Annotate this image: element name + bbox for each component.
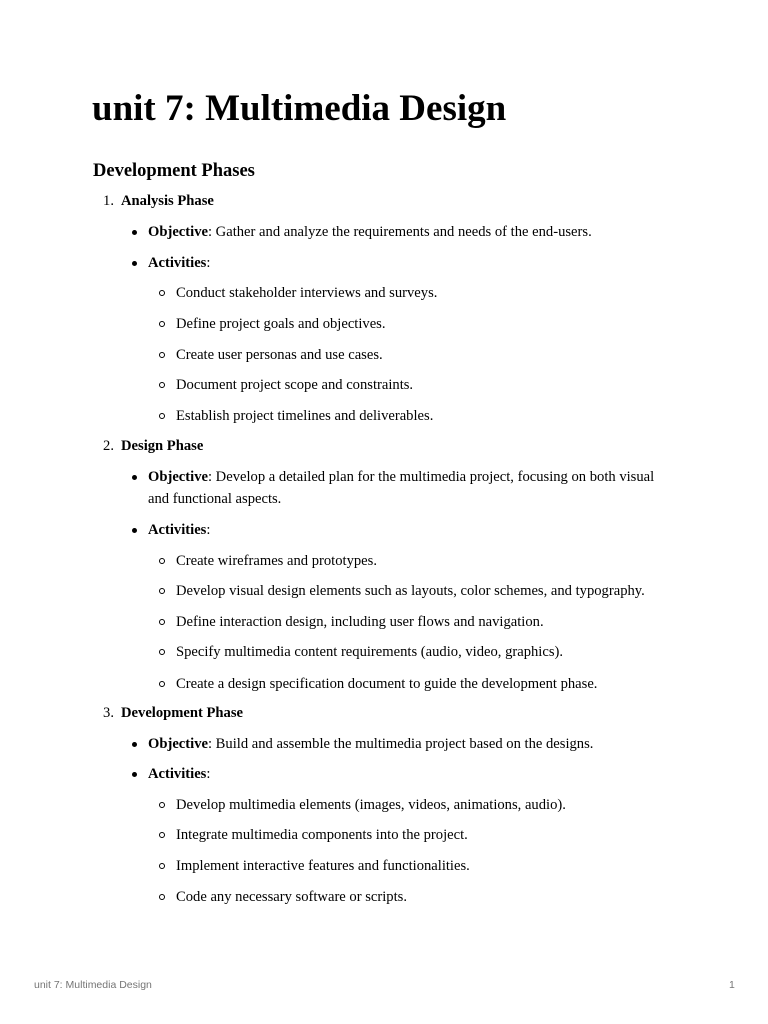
activity-item: Integrate multimedia components into the project. bbox=[176, 827, 468, 843]
activity-item: Define project goals and objectives. bbox=[176, 316, 386, 332]
activity-item: Document project scope and constraints. bbox=[176, 377, 414, 393]
bullet-circle-icon bbox=[159, 382, 165, 388]
objective-text: : Build and assemble the multimedia project based on the designs. bbox=[207, 736, 594, 752]
objective-line bbox=[148, 733, 593, 755]
bullet-disc-icon bbox=[132, 475, 137, 480]
section-heading: Development Phases bbox=[93, 161, 255, 181]
phase-number: 1. bbox=[103, 193, 114, 209]
objective-text: : Develop a detailed plan for the multimedia project, focusing on both visual and functional aspects. bbox=[148, 469, 655, 507]
activity-item: Establish project timelines and deliverables. bbox=[176, 408, 434, 424]
bullet-circle-icon bbox=[159, 832, 165, 838]
bullet-circle-icon bbox=[159, 681, 165, 687]
objective-label: Objective bbox=[148, 224, 208, 240]
page-title: unit 7: Multimedia Design bbox=[92, 88, 507, 129]
activities-suffix: : bbox=[206, 766, 211, 782]
activity-item: Specify multimedia content requirements (audio, video, graphics). bbox=[176, 644, 564, 660]
bullet-disc-icon bbox=[132, 772, 137, 777]
footer-title: unit 7: Multimedia Design bbox=[34, 979, 152, 991]
bullet-circle-icon bbox=[159, 290, 165, 296]
bullet-circle-icon bbox=[159, 558, 165, 564]
activities-line bbox=[148, 763, 210, 785]
activity-item: Develop visual design elements such as layouts, color schemes, and typography. bbox=[176, 583, 645, 599]
activity-item: Code any necessary software or scripts. bbox=[176, 889, 407, 905]
bullet-disc-icon bbox=[132, 742, 137, 747]
activity-item: Develop multimedia elements (images, videos, animations, audio). bbox=[176, 797, 566, 813]
phase-number: 2. bbox=[103, 438, 114, 454]
phase-title: Design Phase bbox=[121, 438, 204, 454]
objective-line bbox=[148, 466, 668, 510]
activities-line bbox=[148, 519, 210, 541]
activities-line bbox=[148, 252, 210, 274]
bullet-disc-icon bbox=[132, 528, 137, 533]
phase-number: 3. bbox=[103, 705, 114, 721]
phase-title: Analysis Phase bbox=[121, 193, 214, 209]
phase-title: Development Phase bbox=[121, 705, 244, 721]
activity-item: Create wireframes and prototypes. bbox=[176, 553, 377, 569]
activity-item: Conduct stakeholder interviews and surveys. bbox=[176, 285, 438, 301]
activities-label: Activities bbox=[148, 766, 207, 782]
activity-item: Create a design specification document to guide the development phase. bbox=[176, 676, 598, 692]
bullet-circle-icon bbox=[159, 894, 165, 900]
bullet-circle-icon bbox=[159, 321, 165, 327]
objective-line bbox=[148, 221, 592, 243]
page-number: 1 bbox=[729, 979, 735, 991]
activities-suffix: : bbox=[206, 522, 211, 538]
activity-item: Implement interactive features and functionalities. bbox=[176, 858, 470, 874]
activities-suffix: : bbox=[206, 255, 211, 271]
activities-label: Activities bbox=[148, 522, 207, 538]
objective-text: : Gather and analyze the requirements and needs of the end-users. bbox=[207, 224, 592, 240]
bullet-circle-icon bbox=[159, 649, 165, 655]
objective-label: Objective bbox=[148, 469, 208, 485]
objective-label: Objective bbox=[148, 736, 208, 752]
bullet-circle-icon bbox=[159, 863, 165, 869]
activities-label: Activities bbox=[148, 255, 207, 271]
bullet-circle-icon bbox=[159, 413, 165, 419]
bullet-disc-icon bbox=[132, 230, 137, 235]
bullet-circle-icon bbox=[159, 588, 165, 594]
bullet-circle-icon bbox=[159, 352, 165, 358]
bullet-circle-icon bbox=[159, 619, 165, 625]
activity-item: Create user personas and use cases. bbox=[176, 347, 383, 363]
bullet-circle-icon bbox=[159, 802, 165, 808]
activity-item: Define interaction design, including user flows and navigation. bbox=[176, 614, 544, 630]
bullet-disc-icon bbox=[132, 261, 137, 266]
